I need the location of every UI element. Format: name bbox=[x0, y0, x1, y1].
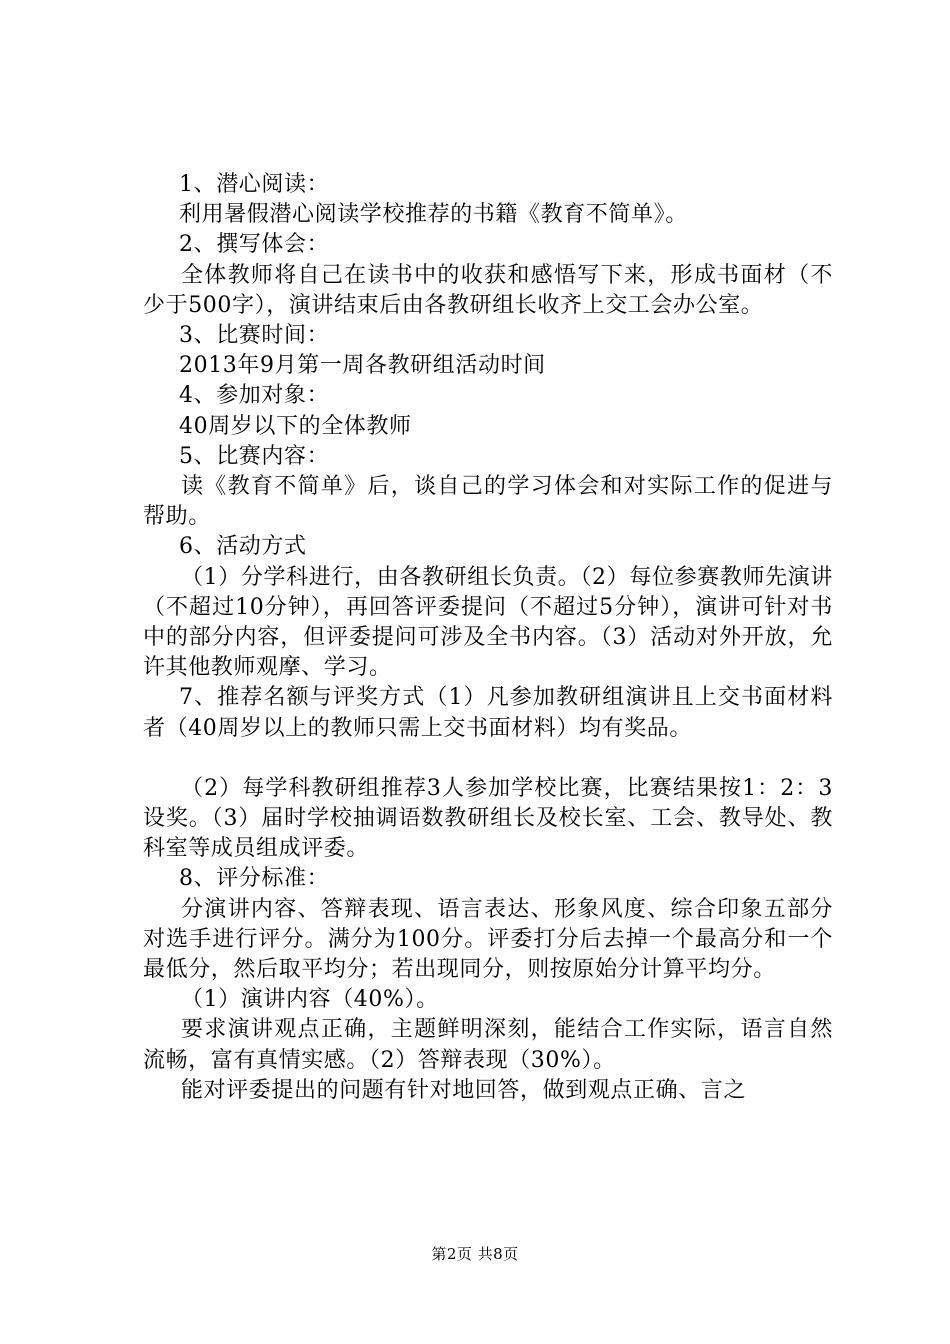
paragraph-participants: 40周岁以下的全体教师 bbox=[179, 413, 412, 439]
heading-participants: 4、参加对象： bbox=[179, 383, 330, 409]
heading-reading: 1、潜心阅读： bbox=[179, 172, 330, 197]
heading-scoring: 8、评分标准： bbox=[179, 866, 330, 892]
paragraph-awards-2: （2）每学科教研组推荐3人参加学校比赛，比赛结果按1：2：3设奖。（3）届时学校抽调语数教研组长及校长室、工会、教导处、教科室等成员组成评委。 bbox=[143, 775, 833, 862]
paragraph-reading: 利用暑假潜心阅读学校推荐的书籍《教育不简单》。 bbox=[179, 202, 688, 228]
page-number: 第2页 共8页 bbox=[431, 1245, 519, 1263]
document-body bbox=[143, 170, 833, 1106]
paragraph-time: 2013年9月第一周各教研组活动时间 bbox=[179, 353, 546, 379]
heading-method: 6、活动方式 bbox=[179, 534, 307, 560]
paragraph-defense: 能对评委提出的问题有针对地回答，做到观点正确、言之 bbox=[181, 1077, 747, 1103]
paragraph-awards-1: 7、推荐名额与评奖方式（1）凡参加教研组演讲且上交书面材料者（40周岁以上的教师只需上交书面材料）均有奖品。 bbox=[143, 685, 833, 741]
heading-writing: 2、撰写体会： bbox=[179, 232, 330, 258]
heading-content: 5、比赛内容： bbox=[179, 443, 330, 469]
paragraph-method: （1）分学科进行，由各教研组长负责。（2）每位参赛教师先演讲（不超过10分钟），再回答评委提问（不超过5分钟），演讲可针对书中的部分内容，但评委提问可涉及全书内容。（3）活动对外开放，允许其他教师观摩、学习。 bbox=[143, 564, 833, 681]
subheading-speech-content: （1）演讲内容（40%）。 bbox=[181, 987, 439, 1013]
paragraph-writing: 全体教师将自己在读书中的收获和感悟写下来，形成书面材（不少于500字），演讲结束后由各教研组长收齐上交工会办公室。 bbox=[143, 262, 833, 318]
paragraph-scoring: 分演讲内容、答辩表现、语言表达、形象风度、综合印象五部分对选手进行评分。满分为100分。评委打分后去掉一个最高分和一个最低分，然后取平均分；若出现同分，则按原始分计算平均分。 bbox=[143, 896, 833, 983]
paragraph-content: 读《教育不简单》后，谈自己的学习体会和对实际工作的促进与帮助。 bbox=[143, 474, 833, 530]
paragraph-speech-content: 要求演讲观点正确，主题鲜明深刻，能结合工作实际，语言自然流畅，富有真情实感。（2）答辩表现（30%）。 bbox=[143, 1017, 833, 1073]
heading-time: 3、比赛时间： bbox=[179, 323, 330, 349]
